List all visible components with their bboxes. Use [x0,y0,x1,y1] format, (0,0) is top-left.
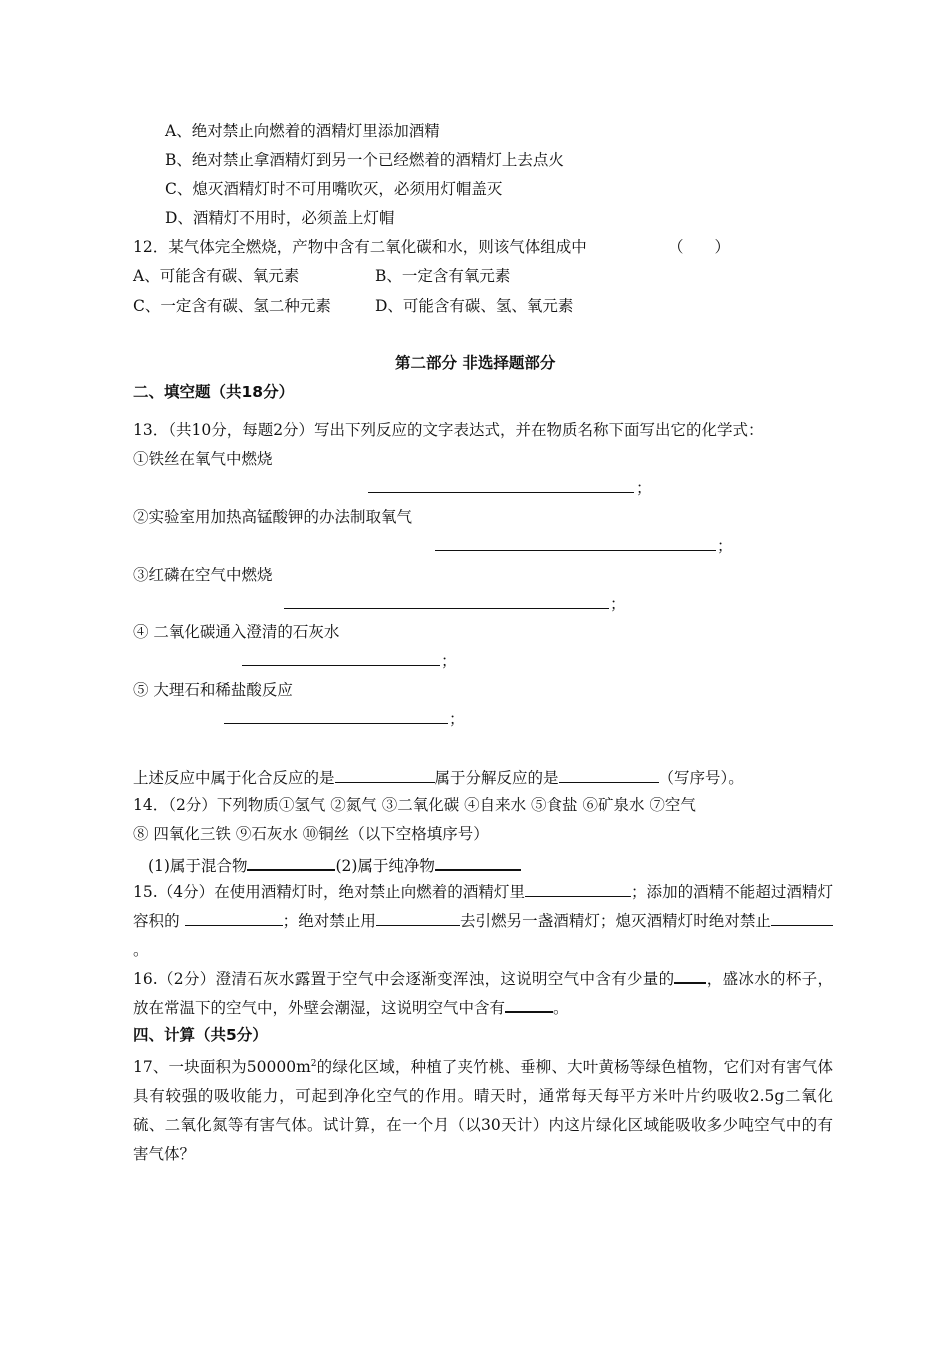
q13-summary-compound-label: 上述反应中属于化合反应的是 [133,769,335,787]
q14-sub2-label: (2)属于纯净物 [335,857,435,875]
q11-option-c: C、熄灭酒精灯时不可用嘴吹灭，必须用灯帽盖灭 [165,180,503,198]
q16-text-2: ，盛冰水的杯子，放在常温下的空气中，外壁会潮湿，这说明空气中含有 [133,970,833,1017]
q13-item-2: ②实验室用加热高锰酸钾的办法制取氧气 [133,508,413,526]
q13-decompose-blank[interactable] [559,766,659,783]
q15-blank-2[interactable] [185,909,283,926]
q13-compound-blank[interactable] [335,766,435,783]
q14-mixture-blank[interactable] [247,853,335,871]
q15-text-1: 15.（4分）在使用酒精灯时，绝对禁止向燃着的酒精灯里 [133,883,526,901]
q15-text-4: 去引燃另一盏酒精灯；熄灭酒精灯时绝对禁止 [459,912,771,930]
q13-item-5: ⑤ 大理石和稀盐酸反应 [133,681,293,699]
q12-option-a: A、可能含有碳、氧元素 [133,267,300,285]
q11-option-b: B、绝对禁止拿酒精灯到另一个已经燃着的酒精灯上去点火 [165,151,564,169]
q17-paragraph [133,1050,833,1169]
q15-text-2: ；添加的酒精不能超过酒精灯容积的 [133,883,833,930]
q13-item-1: ①铁丝在氧气中燃烧 [133,450,273,468]
q13-answer-line-1[interactable] [368,492,634,493]
section2-title: 二、填空题（共18分） [133,383,295,401]
q14-sub1-label: (1)属于混合物 [148,857,248,875]
q13-semicolon-3: ； [610,595,626,613]
q14-pure-blank[interactable] [435,853,521,871]
part2-title: 第二部分 非选择题部分 [395,354,556,372]
q15-text-3: ；绝对禁止用 [282,912,376,930]
q13-semicolon-2: ； [717,537,733,555]
q13-answer-line-3[interactable] [284,608,609,609]
q12-answer-bracket: （ ） [668,238,731,256]
q11-option-d: D、酒精灯不用时，必须盖上灯帽 [165,209,395,227]
q14-line-1: 14．（2分）下列物质①氢气 ②氮气 ③二氧化碳 ④自来水 ⑤食盐 ⑥矿泉水 ⑦空气 [133,796,696,814]
q13-item-4: ④ 二氧化碳通入澄清的石灰水 [133,623,340,641]
q13-semicolon-4: ； [441,652,457,670]
q13-answer-line-2[interactable] [435,550,716,551]
q13-summary-decompose-label: 属于分解反应的是 [434,769,559,787]
q13-summary [133,766,744,788]
q16-blank-2[interactable] [505,995,553,1013]
q15-blank-3[interactable] [376,909,460,926]
q13-summary-note: （写序号）。 [658,769,744,787]
q17-text-1: 17、一块面积为50000m [133,1058,311,1077]
q13-semicolon-5: ； [449,710,465,728]
q11-option-a: A、绝对禁止向燃着的酒精灯里添加酒精 [165,122,440,140]
q15-text-5: 。 [133,941,149,959]
q14-line-2: ⑧ 四氧化三铁 ⑨石灰水 ⑩铜丝（以下空格填序号） [133,825,489,843]
q13-semicolon-1: ； [636,479,652,497]
q13-answer-line-5[interactable] [224,723,448,724]
q16-text-3: 。 [553,999,569,1017]
q12-option-b: B、一定含有氧元素 [375,267,511,285]
q13-stem: 13．（共10分，每题2分）写出下列反应的文字表达式，并在物质名称下面写出它的化学式： [133,421,764,439]
q12-option-c: C、一定含有碳、氢二种元素 [133,297,331,315]
q16-blank-1[interactable] [674,966,706,984]
q16-paragraph [133,965,833,1023]
q12-option-d: D、可能含有碳、氢、氧元素 [375,297,574,315]
q14-subquestions [148,853,521,876]
q13-item-3: ③红磷在空气中燃烧 [133,566,273,584]
q13-answer-line-4[interactable] [242,665,440,666]
q17-text-2: 的绿化区域，种植了夹竹桃、垂柳、大叶黄杨等绿色植物，它们对有害气体具有较强的吸收能力，可起到净化空气的作用。晴天时，通常每天每平方米叶片约吸收2.5g二氧化硫、二氧化氮等有害气体。试计算，在一个月（以30天计）内这片绿化区域能吸收多少吨空气中的有害气体？ [133,1058,833,1164]
q15-paragraph [133,878,833,965]
q16-text-1: 16.（2分）澄清石灰水露置于空气中会逐渐变浑浊，这说明空气中含有少量的 [133,970,675,988]
q15-blank-1[interactable] [525,880,631,897]
q12-stem: 12．某气体完全燃烧，产物中含有二氧化碳和水，则该气体组成中 [133,238,587,256]
q17-superscript: 2 [310,1059,317,1069]
section4-title: 四、计算（共5分） [133,1026,268,1044]
q15-blank-4[interactable] [771,909,833,926]
